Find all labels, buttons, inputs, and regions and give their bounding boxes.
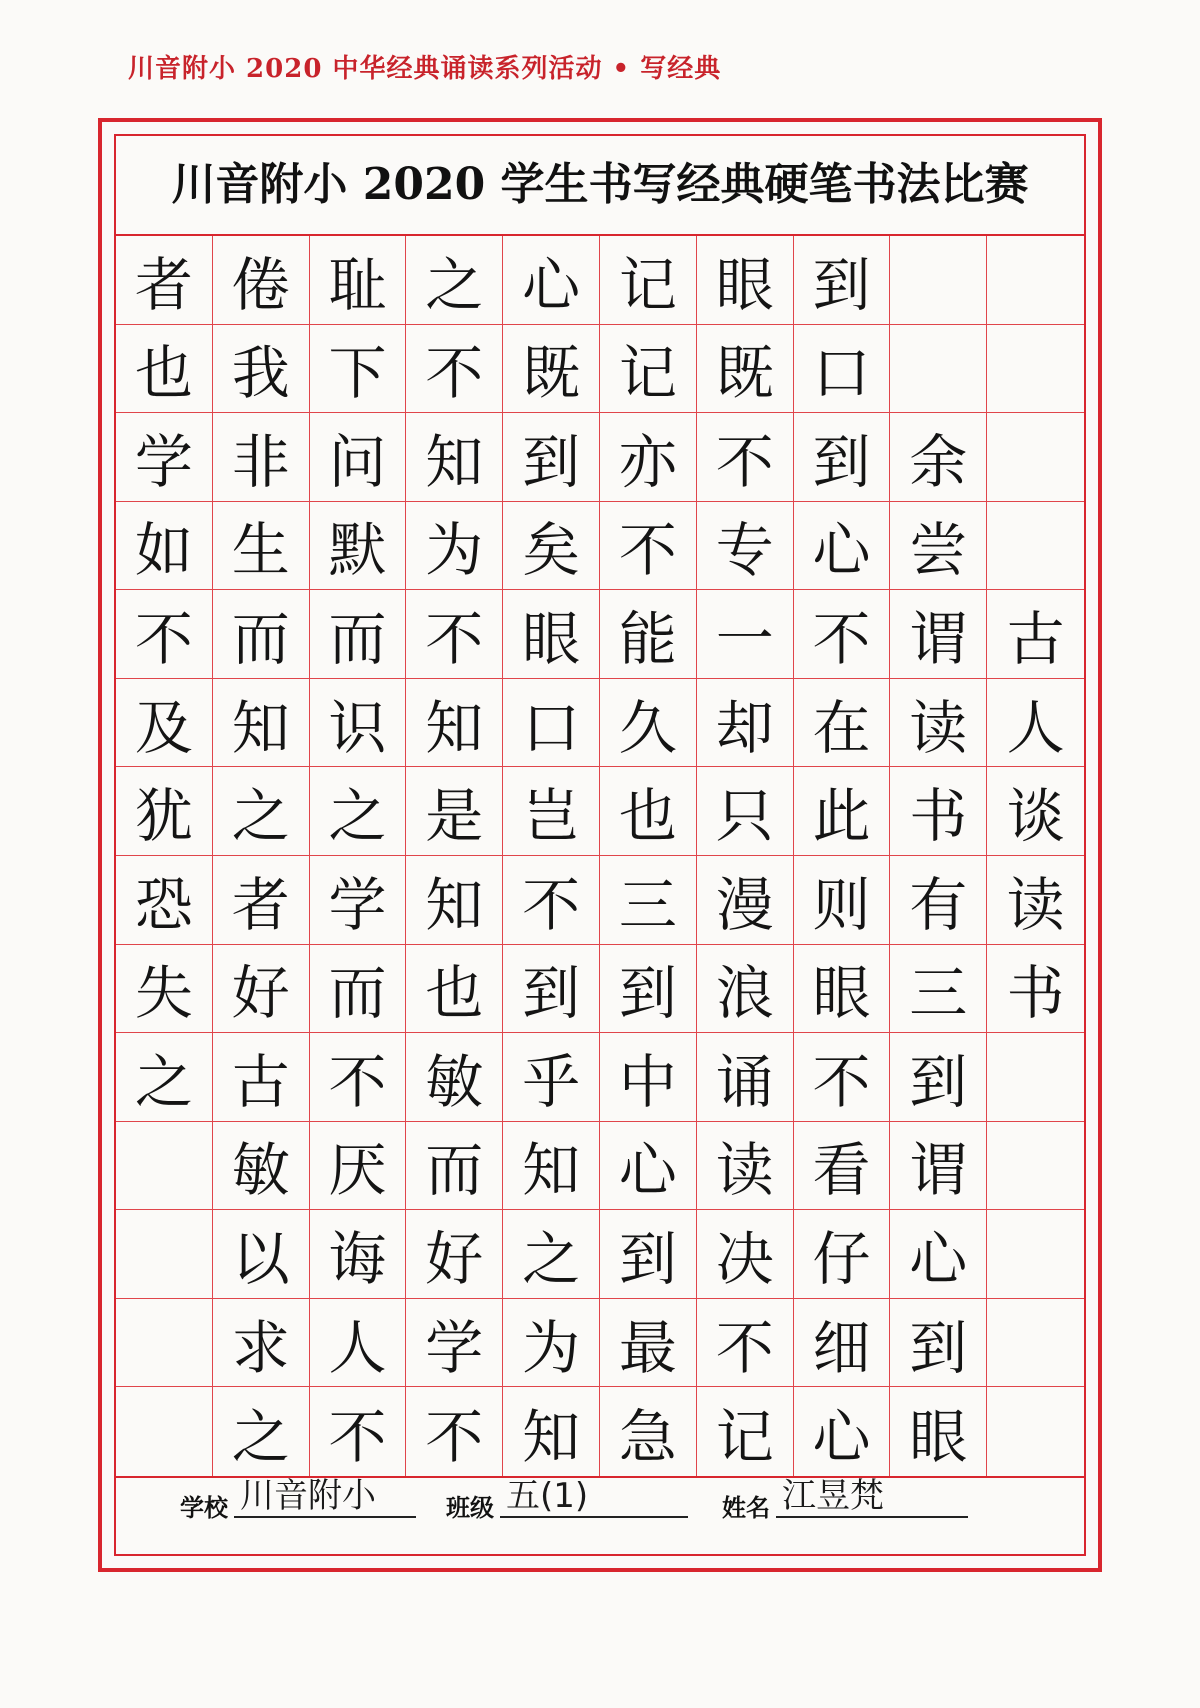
grid-cell: 恐 — [116, 856, 213, 945]
grid-cell — [987, 236, 1084, 325]
grid-cell: 知 — [503, 1387, 600, 1476]
class-label: 班级 — [446, 1494, 494, 1522]
grid-cell: 敏 — [213, 1122, 310, 1211]
grid-cell: 细 — [794, 1299, 891, 1388]
grid-cell: 人 — [987, 679, 1084, 768]
grid-cell: 眼 — [697, 236, 794, 325]
grid-cell: 看 — [794, 1122, 891, 1211]
grid-cell — [987, 1210, 1084, 1299]
grid-cell — [987, 1299, 1084, 1388]
school-field: 川音附小 — [234, 1474, 416, 1518]
grid-cell — [987, 325, 1084, 414]
grid-cell: 不 — [310, 1033, 407, 1122]
grid-cell: 也 — [406, 945, 503, 1034]
calligraphy-grid — [116, 234, 1084, 1478]
grid-cell: 不 — [697, 1299, 794, 1388]
grid-cell: 古 — [987, 590, 1084, 679]
grid-cell: 耻 — [310, 236, 407, 325]
grid-cell: 谓 — [890, 1122, 987, 1211]
grid-cell: 有 — [890, 856, 987, 945]
grid-cell: 口 — [503, 679, 600, 768]
name-field: 江昱梵 — [776, 1474, 968, 1518]
grid-cell: 到 — [794, 236, 891, 325]
grid-cell — [987, 502, 1084, 591]
grid-cell: 我 — [213, 325, 310, 414]
grid-cell: 默 — [310, 502, 407, 591]
grid-cell: 不 — [794, 1033, 891, 1122]
grid-cell: 之 — [310, 767, 407, 856]
grid-cell: 心 — [794, 1387, 891, 1476]
grid-cell: 厌 — [310, 1122, 407, 1211]
grid-cell: 到 — [600, 945, 697, 1034]
grid-cell: 心 — [600, 1122, 697, 1211]
grid-cell — [116, 1299, 213, 1388]
grid-cell: 此 — [794, 767, 891, 856]
grid-cell: 到 — [600, 1210, 697, 1299]
grid-cell: 不 — [406, 1387, 503, 1476]
grid-cell: 人 — [310, 1299, 407, 1388]
grid-cell: 学 — [406, 1299, 503, 1388]
grid-cell — [116, 1210, 213, 1299]
grid-cell: 岂 — [503, 767, 600, 856]
grid-cell: 到 — [503, 413, 600, 502]
grid-cell: 敏 — [406, 1033, 503, 1122]
grid-cell: 知 — [406, 856, 503, 945]
grid-cell: 心 — [794, 502, 891, 591]
competition-sheet-frame — [98, 118, 1102, 1572]
grid-cell: 眼 — [890, 1387, 987, 1476]
grid-cell: 不 — [116, 590, 213, 679]
grid-cell: 急 — [600, 1387, 697, 1476]
grid-cell: 矣 — [503, 502, 600, 591]
grid-cell: 诵 — [697, 1033, 794, 1122]
grid-cell: 在 — [794, 679, 891, 768]
grid-cell: 既 — [503, 325, 600, 414]
grid-cell: 之 — [406, 236, 503, 325]
grid-cell: 也 — [116, 325, 213, 414]
name-label: 姓名 — [722, 1494, 770, 1522]
grid-cell — [890, 236, 987, 325]
grid-cell: 亦 — [600, 413, 697, 502]
grid-cell: 知 — [406, 413, 503, 502]
grid-cell: 犹 — [116, 767, 213, 856]
grid-cell: 最 — [600, 1299, 697, 1388]
grid-cell: 为 — [406, 502, 503, 591]
grid-cell: 乎 — [503, 1033, 600, 1122]
grid-cell: 问 — [310, 413, 407, 502]
grid-cell: 既 — [697, 325, 794, 414]
school-label: 学校 — [180, 1494, 228, 1522]
grid-cell: 记 — [600, 325, 697, 414]
grid-cell: 好 — [213, 945, 310, 1034]
grid-cell: 谈 — [987, 767, 1084, 856]
grid-cell: 到 — [503, 945, 600, 1034]
grid-cell: 谓 — [890, 590, 987, 679]
grid-cell: 到 — [794, 413, 891, 502]
grid-cell: 下 — [310, 325, 407, 414]
grid-cell: 非 — [213, 413, 310, 502]
grid-cell: 口 — [794, 325, 891, 414]
grid-cell: 眼 — [794, 945, 891, 1034]
grid-cell: 余 — [890, 413, 987, 502]
grid-cell: 也 — [600, 767, 697, 856]
grid-cell — [987, 1033, 1084, 1122]
class-field: 五(1) — [500, 1474, 688, 1518]
grid-cell: 求 — [213, 1299, 310, 1388]
grid-cell: 生 — [213, 502, 310, 591]
grid-cell: 久 — [600, 679, 697, 768]
sheet-title: 川音附小 2020 学生书写经典硬笔书法比赛 — [171, 159, 1029, 210]
grid-cell: 漫 — [697, 856, 794, 945]
grid-cell: 以 — [213, 1210, 310, 1299]
grid-cell: 而 — [406, 1122, 503, 1211]
grid-cell: 好 — [406, 1210, 503, 1299]
grid-cell: 浪 — [697, 945, 794, 1034]
grid-cell: 决 — [697, 1210, 794, 1299]
grid-cell: 一 — [697, 590, 794, 679]
grid-cell: 心 — [503, 236, 600, 325]
grid-cell: 之 — [116, 1033, 213, 1122]
grid-cell: 读 — [987, 856, 1084, 945]
grid-cell — [116, 1122, 213, 1211]
sheet-inner-border — [114, 134, 1086, 1556]
grid-cell: 不 — [406, 590, 503, 679]
grid-cell: 眼 — [503, 590, 600, 679]
grid-cell: 读 — [697, 1122, 794, 1211]
grid-cell: 失 — [116, 945, 213, 1034]
series-header: 川音附小 2020 中华经典诵读系列活动 • 写经典 — [128, 54, 722, 84]
grid-cell: 仔 — [794, 1210, 891, 1299]
grid-cell: 记 — [600, 236, 697, 325]
grid-cell: 读 — [890, 679, 987, 768]
grid-cell: 知 — [406, 679, 503, 768]
grid-cell: 者 — [116, 236, 213, 325]
grid-cell — [890, 325, 987, 414]
grid-cell: 心 — [890, 1210, 987, 1299]
grid-cell: 到 — [890, 1299, 987, 1388]
grid-cell: 只 — [697, 767, 794, 856]
grid-cell: 古 — [213, 1033, 310, 1122]
grid-cell: 者 — [213, 856, 310, 945]
grid-cell: 不 — [503, 856, 600, 945]
grid-cell: 而 — [213, 590, 310, 679]
grid-cell: 书 — [987, 945, 1084, 1034]
grid-cell: 不 — [310, 1387, 407, 1476]
grid-cell: 知 — [213, 679, 310, 768]
grid-cell: 识 — [310, 679, 407, 768]
grid-cell: 倦 — [213, 236, 310, 325]
grid-cell: 诲 — [310, 1210, 407, 1299]
grid-cell: 能 — [600, 590, 697, 679]
grid-cell: 如 — [116, 502, 213, 591]
grid-cell: 专 — [697, 502, 794, 591]
grid-cell — [987, 413, 1084, 502]
grid-cell: 不 — [794, 590, 891, 679]
grid-cell: 中 — [600, 1033, 697, 1122]
grid-cell: 书 — [890, 767, 987, 856]
grid-cell: 之 — [213, 1387, 310, 1476]
grid-cell: 三 — [890, 945, 987, 1034]
grid-cell: 学 — [310, 856, 407, 945]
grid-cell: 则 — [794, 856, 891, 945]
grid-cell: 却 — [697, 679, 794, 768]
grid-cell: 不 — [406, 325, 503, 414]
grid-cell: 及 — [116, 679, 213, 768]
grid-cell: 之 — [213, 767, 310, 856]
sheet-footer — [116, 1450, 1084, 1554]
grid-cell: 之 — [503, 1210, 600, 1299]
grid-cell: 记 — [697, 1387, 794, 1476]
grid-cell: 而 — [310, 945, 407, 1034]
grid-cell: 三 — [600, 856, 697, 945]
grid-cell: 而 — [310, 590, 407, 679]
grid-cell: 学 — [116, 413, 213, 502]
grid-cell — [987, 1122, 1084, 1211]
grid-cell: 是 — [406, 767, 503, 856]
grid-cell: 不 — [600, 502, 697, 591]
grid-cell: 为 — [503, 1299, 600, 1388]
grid-cell: 到 — [890, 1033, 987, 1122]
grid-cell: 知 — [503, 1122, 600, 1211]
grid-cell: 尝 — [890, 502, 987, 591]
grid-cell: 不 — [697, 413, 794, 502]
